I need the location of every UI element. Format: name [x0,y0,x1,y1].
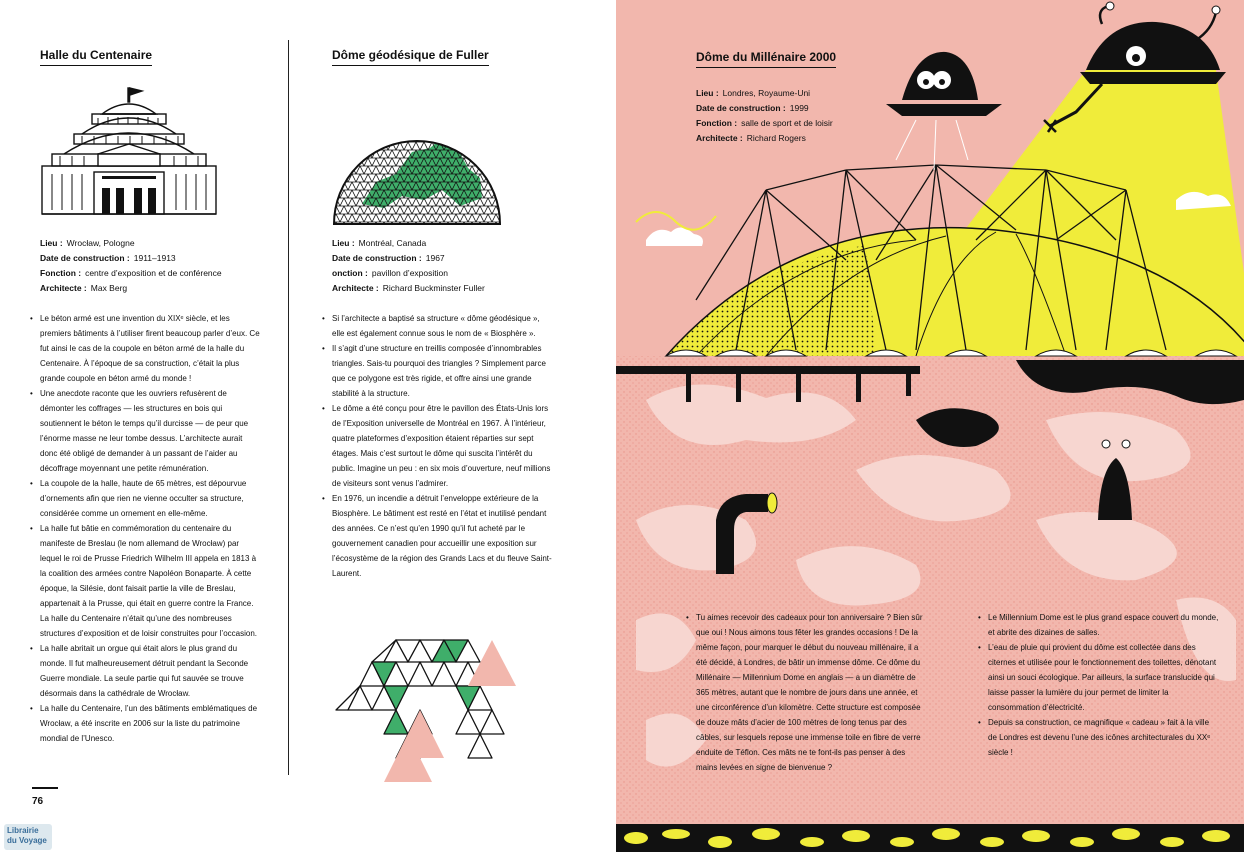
meta-row: Architecte : Richard Rogers [696,133,806,143]
list-item: • La halle abritait un orgue qui était alors le plus grand du monde. Il fut malheureusement détruit pendant la Seconde Guerre mondiale. La seule partie qui fut sauvée se trouve désormais dans la cathédrale de Wrocław. [40,641,260,701]
meta-row: Architecte : Max Berg [40,283,128,293]
list-item: • La halle fut bâtie en commémoration du centenaire du manifeste de Breslau (le nom allemand de Wrocław) par lequel le roi de Prusse Friedrich Wilhelm III appela en 1813 à la coalition des armées contre Napoléon Bonaparte. À cette époque, la Silésie, dont faisait partie la ville de Breslau, appartenait à la Prusse, qui était en guerre contre la France. La halle du Centenaire n’était qu’une des nombreuses structures d’exposition et de loisir construites pour l’occasion. [40,521,260,641]
right-page [616,0,1244,852]
bullets-halle [30,311,260,746]
list-item: • Tu aimes recevoir des cadeaux pour ton anniversaire ? Bien sûr que oui ! Nous aimons tous fêter les grandes occasions ! De la même façon, pour marquer le début du nouveau millénaire, il a été décidé, à Londres, de bâtir un immense dôme. Ce dôme du Millénaire — Millennium Dome en anglais — a un diamètre de 365 mètres, autant que le nombre de jours dans une année, et une circonférence d’un kilomètre. Cette structure est composée de douze mâts d’acier de 100 mètres de long tenus par des câbles, sur lesquels repose une immense toile en fibre de verre enduite de Téflon. Ces mâts ne te font-ils pas penser à des mains levées en signe de bienvenue ? [696,610,926,775]
list-item: • En 1976, un incendie a détruit l’enveloppe extérieure de la Biosphère. Le bâtiment est resté en l’état et inutilisé pendant des années. Ce n’est qu’en 1990 qu’il fut acheté par le gouvernement canadien pour accueillir une exposition sur l’écosystème de la région des Grands Lacs et du fleuve Saint-Laurent. [332,491,554,581]
list-item: • Il s’agit d’une structure en treillis composée d’innombrables triangles. Sais-tu pourquoi des triangles ? Simplement parce que ce polygone est très rigide, et offre ainsi une grande stabilité à la structure. [332,341,554,401]
meta-row: Date de construction : 1967 [332,253,445,263]
meta-fuller [332,236,485,296]
bullets-fuller [322,311,554,581]
section-title-halle: Halle du Centenaire [40,48,153,62]
list-item: • Si l’architecte a baptisé sa structure « dôme géodésique », elle est également connue sous le nom de « Biosphère ». [332,311,554,341]
list-item: • Depuis sa construction, ce magnifique « cadeau » fait à la ville de Londres est devenu l’une des icônes architecturales du XXᵉ siècle ! [988,715,1220,760]
section-title-millennium: Dôme du Millénaire 2000 [696,50,837,64]
meta-row: Date de construction : 1999 [696,103,809,113]
triangle-pattern-illustration [322,636,548,788]
column-divider [288,40,289,775]
meta-millennium [696,86,833,146]
left-page [0,0,616,852]
geodesic-dome-illustration [332,86,502,226]
meta-row: Lieu : Wrocław, Pologne [40,238,135,248]
list-item: • La halle du Centenaire, l’un des bâtiments emblématiques de Wrocław, a été inscrite en 2006 sur la liste du patrimoine mondial de l’Unesco. [40,701,260,746]
list-item: • La coupole de la halle, haute de 65 mètres, est dépourvue d’ornements afin que rien ne vienne occulter sa structure, considérée comme un ornement en elle-même. [40,476,260,521]
meta-row: Lieu : Montréal, Canada [332,238,427,248]
bullets-millennium-left [686,610,926,775]
meta-row: Architecte : Richard Buckminster Fuller [332,283,485,293]
list-item: • Le béton armé est une invention du XIXᵉ siècle, et les premiers bâtiments à l’utiliser firent beaucoup parler d’eux. Ce fut ainsi le cas de la coupole en béton armé de la halle du Centenaire. À l’époque de sa construction, c’était la plus grande coupole en béton armé du monde ! [40,311,260,386]
section-title-fuller: Dôme géodésique de Fuller [332,48,489,62]
bullets-millennium-right [978,610,1220,760]
list-item: • Le dôme a été conçu pour être le pavillon des États-Unis lors de l’Exposition universelle de Montréal en 1967. À l’intérieur, quatre plateformes d’exposition étaient réparties sur sept étages. Mais c’est surtout le dôme qui suscita l’intérêt du public. Imagine un peu : en six mois d’ouverture, neuf millions de visiteurs sont venus l’admirer. [332,401,554,491]
meta-row: Fonction : centre d’exposition et de conférence [40,268,222,278]
meta-row: Lieu : Londres, Royaume-Uni [696,88,811,98]
meta-row: Fonction : salle de sport et de loisir [696,118,833,128]
page-number: 76 [32,796,44,807]
page-number-rule [32,787,58,789]
meta-row: Date de construction : 1911–1913 [40,253,176,263]
meta-halle [40,236,222,296]
list-item: • L’eau de pluie qui provient du dôme est collectée dans des citernes et utilisée pour le fonctionnement des toilettes, dénotant ainsi un souci écologique. Par ailleurs, la surface translucide qui laisse passer la lumière du jour permet de limiter la consommation d’électricité. [988,640,1220,715]
list-item: • Une anecdote raconte que les ouvriers refusèrent de démonter les coffrages — les structures en bois qui soutiennent le béton le temps qu’il durcisse — de peur que l’énorme masse ne leur tombe dessus. L’architecte aurait donc été obligé de demander à un passant de l’aider au décoffrage moyennant une petite rémunération. [40,386,260,476]
watermark-badge: Librairie du Voyage [4,824,52,850]
meta-row: onction : pavillon d’exposition [332,268,448,278]
list-item: • Le Millennium Dome est le plus grand espace couvert du monde, et abrite des dizaines de salles. [988,610,1220,640]
halle-illustration [38,84,220,218]
